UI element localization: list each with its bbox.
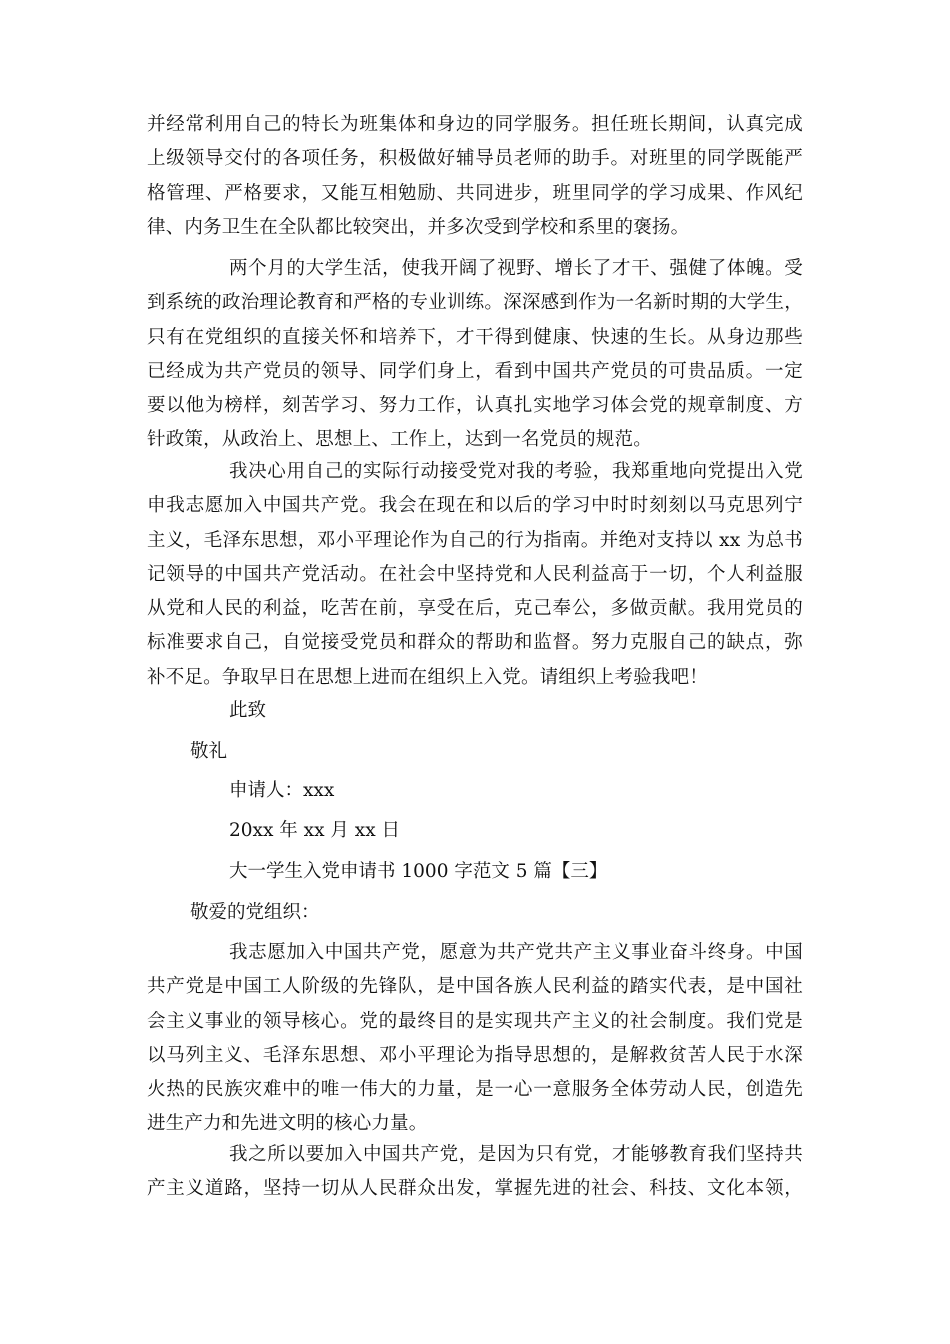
text-line: 记领导的中国共产党活动。在社会中坚持党和人民利益高于一切，个人利益服 <box>147 563 803 585</box>
text-line: 补不足。争取早日在思想上进而在组织上入党。请组织上考验我吧！ <box>147 666 709 688</box>
text-line: 进生产力和先进文明的核心力量。 <box>147 1113 428 1135</box>
text-line: 只有在党组织的直接关怀和培养下，才干得到健康、快速的生长。从身边那些 <box>147 326 803 348</box>
section-title: 大一学生入党申请书 1000 字范文 5 篇【三】 <box>229 861 608 882</box>
closing-text: 此致 <box>229 700 267 721</box>
text-line: 产主义道路，坚持一切从人民群众出发，掌握先进的社会、科技、文化本领， <box>147 1178 803 1200</box>
text-line: 律、内务卫生在全队都比较突出，并多次受到学校和系里的褒扬。 <box>147 216 690 238</box>
text-line: 以马列主义、毛泽东思想、邓小平理论为指导思想的，是解救贫苦人民于水深 <box>147 1044 803 1066</box>
text-line: 并经常利用自己的特长为班集体和身边的同学服务。担任班长期间，认真完成 <box>147 114 803 135</box>
text-line: 要以他为榜样，刻苦学习、努力工作，认真扎实地学习体会党的规章制度、方 <box>147 395 803 417</box>
text-line: 申我志愿加入中国共产党。我会在现在和以后的学习中时时刻刻以马克思列宁 <box>147 495 803 517</box>
text-line: 两个月的大学生活，使我开阔了视野、增长了才干、强健了体魄。受 <box>229 258 803 279</box>
text-line: 针政策，从政治上、思想上、工作上，达到一名党员的规范。 <box>147 429 652 451</box>
text-line: 从党和人民的利益，吃苦在前，享受在后，克己奉公，多做贡献。我用党员的 <box>147 598 803 620</box>
text-line: 上级领导交付的各项任务，积极做好辅导员老师的助手。对班里的同学既能严 <box>147 148 803 170</box>
text-line: 格管理、严格要求，又能互相勉励、共同进步，班里同学的学习成果、作风纪 <box>147 182 803 204</box>
text-line: 火热的民族灾难中的唯一伟大的力量，是一心一意服务全体劳动人民，创造先 <box>147 1079 803 1101</box>
text-line: 共产党是中国工人阶级的先锋队，是中国各族人民利益的踏实代表，是中国社 <box>147 976 803 998</box>
paragraph-join-party <box>147 936 803 1142</box>
text-line: 主义，毛泽东思想，邓小平理论作为自己的行为指南。并绝对支持以 xx 为总书 <box>147 529 803 551</box>
text-line: 已经成为共产党员的领导、同学们身上，看到中国共产党员的可贵品质。一定 <box>147 360 803 382</box>
paragraph-college-life <box>147 252 803 458</box>
text-line: 我决心用自己的实际行动接受党对我的考验，我郑重地向党提出入党 <box>229 461 803 482</box>
text-line: 我之所以要加入中国共产党，是因为只有党，才能够教育我们坚持共 <box>229 1144 803 1165</box>
paragraph-reason <box>147 1138 803 1207</box>
paragraph-determination <box>147 455 803 695</box>
date-line: 20xx 年 xx 月 xx 日 <box>229 820 401 841</box>
applicant-line: 申请人：xxx <box>229 780 335 801</box>
text-line: 到系统的政治理论教育和严格的专业训练。深深感到作为一名新时期的大学生， <box>147 292 803 314</box>
text-line: 会主义事业的领导核心。党的最终目的是实现共产主义的社会制度。我们党是 <box>147 1010 803 1032</box>
salute-text: 敬礼 <box>190 741 228 762</box>
text-line: 我志愿加入中国共产党，愿意为共产党共产主义事业奋斗终身。中国 <box>229 942 803 963</box>
paragraph-class-service <box>147 108 803 245</box>
greeting-text: 敬爱的党组织： <box>190 902 320 923</box>
text-line: 标准要求自己，自觉接受党员和群众的帮助和监督。努力克服自己的缺点，弥 <box>147 632 803 654</box>
